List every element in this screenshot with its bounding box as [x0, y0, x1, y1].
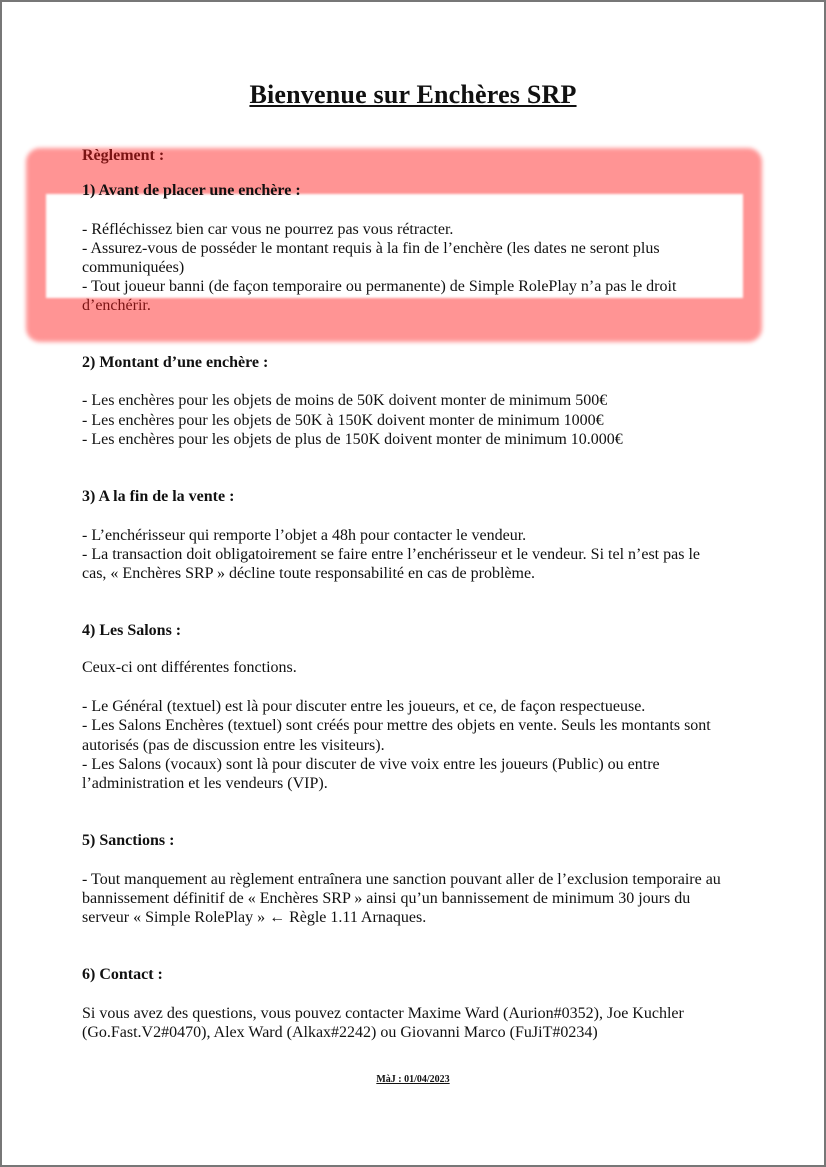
- section-3-heading: 3) A la fin de la vente :: [82, 488, 235, 505]
- section-6-line: (Go.Fast.V2#0470), Alex Ward (Alkax#2242) ou Giovanni Marco (FuJiT#0234): [82, 1024, 598, 1041]
- section-1-line: communiquées): [82, 259, 185, 276]
- section-1-line: d’enchérir.: [82, 297, 151, 314]
- section-2-line: - Les enchères pour les objets de moins de 50K doivent monter de minimum 500€: [82, 392, 608, 409]
- section-3-line: - L’enchérisseur qui remporte l’objet a 48h pour contacter le vendeur.: [82, 527, 527, 544]
- section-4-line: l’administration et les vendeurs (VIP).: [82, 775, 328, 792]
- section-3-line: cas, « Enchères SRP » décline toute responsabilité en cas de problème.: [82, 565, 536, 582]
- section-1-line: - Tout joueur banni (de façon temporaire ou permanente) de Simple RolePlay n’a pas le droit: [82, 278, 677, 295]
- section-6-line: Si vous avez des questions, vous pouvez contacter Maxime Ward (Aurion#0352), Joe Kuchler: [82, 1005, 684, 1022]
- section-4-heading: 4) Les Salons :: [82, 622, 182, 639]
- section-4-line: - Les Salons Enchères (textuel) sont créés pour mettre des objets en vente. Seuls les montants sont: [82, 717, 711, 734]
- section-2-heading: 2) Montant d’une enchère :: [82, 354, 269, 371]
- section-3-line: - La transaction doit obligatoirement se faire entre l’enchérisseur et le vendeur. Si tel n’est pas le: [82, 546, 700, 563]
- update-date: MàJ : 01/04/2023: [376, 1074, 450, 1085]
- section-1-line: - Réfléchissez bien car vous ne pourrez pas vous rétracter.: [82, 221, 454, 238]
- section-1-heading: 1) Avant de placer une enchère :: [82, 182, 301, 199]
- section-1-line: - Assurez-vous de posséder le montant requis à la fin de l’enchère (les dates ne seront plus: [82, 240, 660, 257]
- section-5-line: - Tout manquement au règlement entraînera une sanction pouvant aller de l’exclusion temporaire au: [82, 871, 721, 888]
- section-6-heading: 6) Contact :: [82, 966, 163, 983]
- section-5-line: bannissement définitif de « Enchères SRP » ainsi qu’un bannissement de minimum 30 jours du: [82, 890, 691, 907]
- section-4-line: - Le Général (textuel) est là pour discuter entre les joueurs, et ce, de façon respectueuse.: [82, 698, 646, 715]
- section-4-line: autorisés (pas de discussion entre les visiteurs).: [82, 737, 385, 754]
- section-5-heading: 5) Sanctions :: [82, 832, 175, 849]
- section-5-line: serveur « Simple RolePlay » ← Règle 1.11 Arnaques.: [82, 909, 427, 926]
- page-title: Bienvenue sur Enchères SRP: [249, 80, 577, 109]
- reglement-label: Règlement :: [82, 147, 165, 164]
- section-2-line: - Les enchères pour les objets de 50K à 150K doivent monter de minimum 1000€: [82, 412, 604, 429]
- section-4-intro: Ceux-ci ont différentes fonctions.: [82, 659, 297, 676]
- section-4-line: - Les Salons (vocaux) sont là pour discuter de vive voix entre les joueurs (Public) ou entre: [82, 756, 660, 773]
- section-2-line: - Les enchères pour les objets de plus de 150K doivent monter de minimum 10.000€: [82, 431, 623, 448]
